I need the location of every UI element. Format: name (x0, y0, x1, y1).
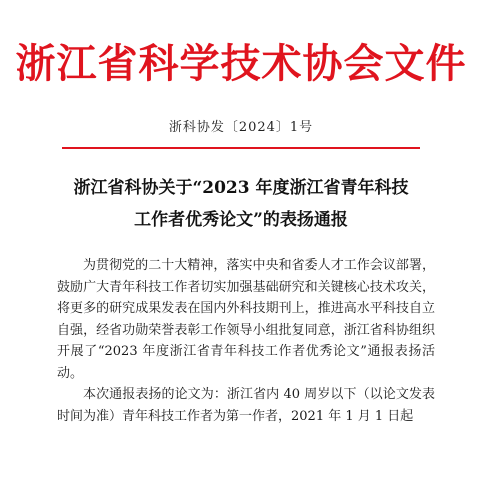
masthead-title: 浙江省科学技术协会文件 (15, 40, 467, 87)
document-body (57, 255, 435, 427)
body-paragraph-1: 为贯彻党的二十大精神，落实中央和省委人才工作会议部署，鼓励广大青年科技工作者切实加强基础研究和关键核心技术攻关，将更多的研究成果发表在国内外科技期刊上，推进高水平科技自立自强，经省功勋荣誉表彰工作领导小组批复同意，浙江省科协组织开展了“2023 年度浙江省青年科技工作者优秀论文”通报表扬活动。 (57, 258, 435, 381)
body-paragraph-2: 本次通报表扬的论文为：浙江省内 40 周岁以下（以论文发表时间为准）青年科技工作者为第一作者，2021 年 1 月 1 日起 (57, 387, 435, 424)
title-line-2: 工作者优秀论文”的表扬通报 (134, 210, 348, 230)
title-line-1: 浙江省科协关于“2023 年度浙江省青年科技 (73, 178, 409, 198)
document-title (0, 172, 482, 236)
red-divider-line (62, 147, 420, 149)
document-number: 浙科协发〔2024〕1号 (168, 120, 314, 135)
